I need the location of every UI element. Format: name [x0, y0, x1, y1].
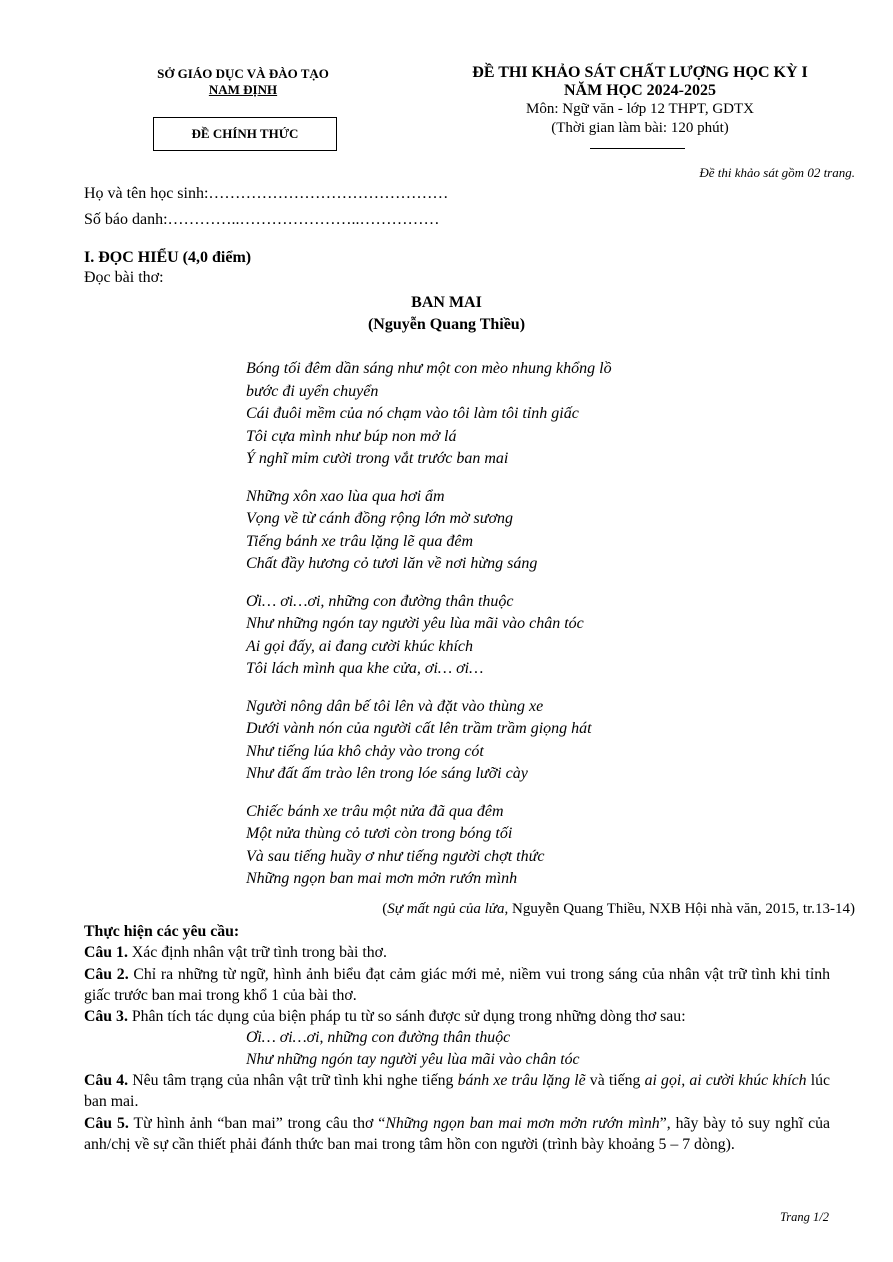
- poem-stanza: [246, 358, 612, 471]
- question-text: Chỉ ra những từ ngữ, hình ảnh biểu đạt cảm giác mới mẻ, niềm vui trong sáng của nhân vật trữ tình khi tỉnh giấc trước ban mai trong khổ 1 của bài thơ.: [84, 965, 831, 1004]
- official-label: ĐỀ CHÍNH THỨC: [191, 126, 299, 141]
- question-1: [84, 942, 830, 963]
- question-emphasis: Những ngọn ban mai mơn mởn rướn mình: [385, 1114, 660, 1132]
- poem-line: Một nửa thùng cỏ tươi còn trong bóng tối: [246, 825, 513, 842]
- question-text: lúc ban mai.: [84, 1072, 831, 1111]
- question-2: [84, 964, 830, 1007]
- question-text: Nêu tâm trạng của nhân vật trữ tình khi nghe tiếng: [128, 1072, 458, 1090]
- question-text: Phân tích tác dụng của biện pháp tu từ so sánh được sử dụng trong những dòng thơ sau:: [127, 1008, 686, 1026]
- source-details: , Nguyễn Quang Thiều, NXB Hội nhà văn, 2015, tr.13-14): [504, 901, 855, 917]
- poem-line: Ơi… ơi…ơi, những con đường thân thuộc: [246, 592, 514, 610]
- question-label: Câu 3.: [84, 1008, 128, 1026]
- question-4: [84, 1070, 830, 1113]
- question-emphasis: ai gọi, ai cười khúc khích: [644, 1072, 807, 1090]
- school-year: NĂM HỌC 2024-2025: [564, 82, 716, 99]
- question-5: [84, 1113, 830, 1156]
- official-stamp-box: [153, 117, 337, 151]
- poem-stanza: [246, 801, 612, 891]
- issuer-block: [118, 66, 368, 98]
- quoted-verse: Ơi… ơi…ơi, những con đường thân thuộc: [246, 1029, 511, 1047]
- poem-line: Vọng về từ cánh đồng rộng lớn mờ sương: [246, 510, 514, 527]
- department-name: SỞ GIÁO DỤC VÀ ĐÀO TẠO: [157, 66, 329, 81]
- poem-line: Những ngọn ban mai mơn mởn rướn mình: [246, 870, 518, 887]
- student-id-field: Số báo danh:…………..…………………..……………: [84, 211, 440, 228]
- quoted-verse: Như những ngón tay người yêu lùa mãi vào chân tóc: [246, 1050, 580, 1068]
- question-emphasis: bánh xe trâu lặng lẽ: [457, 1072, 586, 1090]
- poem-line: Cái đuôi mềm của nó chạm vào tôi làm tôi tỉnh giấc: [246, 405, 579, 422]
- question-text: ”, hãy bày tỏ suy nghĩ của anh/chị về sự cần thiết phải đánh thức ban mai trong tâm hồn con người (trình bày khoảng 5 – 7 dòng).: [84, 1114, 831, 1153]
- question-label: Câu 4.: [84, 1072, 129, 1090]
- poem-stanza: [246, 591, 612, 681]
- poem-line: Dưới vành nón của người cất lên trầm trầm giọng hát: [246, 720, 592, 737]
- poem-line: Ai gọi đấy, ai đang cười khúc khích: [246, 637, 473, 655]
- heading-underline: [590, 148, 685, 149]
- poem-source: (Sự mất ngủ của lửa, Nguyễn Quang Thiều, NXB Hội nhà văn, 2015, tr.13-14): [382, 901, 855, 917]
- poem-author: (Nguyễn Quang Thiều): [367, 316, 526, 333]
- subject-line: Môn: Ngữ văn - lớp 12 THPT, GDTX: [526, 101, 754, 117]
- question-label: Câu 2.: [84, 965, 129, 983]
- province-name: NAM ĐỊNH: [208, 82, 278, 97]
- poem-line: Ý nghĩ mỉm cười trong vắt trước ban mai: [246, 450, 509, 467]
- tasks-heading: Thực hiện các yêu cầu:: [84, 923, 240, 940]
- poem-stanza: [246, 486, 612, 576]
- poem-line: bước đi uyển chuyển: [246, 382, 379, 400]
- poem-line: Và sau tiếng huầy ơ như tiếng người chợt thức: [246, 847, 545, 865]
- poem-body: [246, 358, 612, 891]
- poem-line: Như những ngón tay người yêu lùa mãi vào chân tóc: [246, 615, 584, 632]
- question-label: Câu 1.: [84, 944, 128, 962]
- poem-line: Như đất ấm trào lên trong lóe sáng lưỡi cày: [246, 765, 528, 782]
- poem-title: BAN MAI: [411, 294, 482, 311]
- question-3: [84, 1006, 830, 1027]
- poem-line: Tiếng bánh xe trâu lặng lẽ qua đêm: [246, 532, 474, 550]
- poem-stanza: [246, 696, 612, 786]
- poem-line: Những xôn xao lùa qua hơi ẩm: [246, 487, 445, 505]
- poem-line: Chất đầy hương cỏ tươi lăn về nơi hừng sáng: [246, 555, 538, 572]
- section-intro: Đọc bài thơ:: [84, 269, 164, 286]
- page-number: Trang 1/2: [780, 1210, 829, 1224]
- duration-line: (Thời gian làm bài: 120 phút): [551, 120, 729, 136]
- poem-line: Tôi lách mình qua khe cửa, ơi… ơi…: [246, 660, 484, 677]
- exam-title: ĐỀ THI KHẢO SÁT CHẤT LƯỢNG HỌC KỲ I: [472, 64, 808, 81]
- question-text: Từ hình ảnh “ban mai” trong câu thơ “: [128, 1114, 386, 1132]
- question-text: và tiếng: [585, 1072, 645, 1090]
- poem-line: Tôi cựa mình như búp non mở lá: [246, 427, 457, 445]
- source-book-title: Sự mất ngủ của lửa: [387, 901, 505, 917]
- questions-block: [84, 921, 830, 1155]
- section-title: I. ĐỌC HIỂU (4,0 điểm): [84, 249, 252, 266]
- question-label: Câu 5.: [84, 1114, 129, 1132]
- page-count-note: Đề thi khảo sát gồm 02 trang.: [699, 165, 855, 180]
- poem-line: Như tiếng lúa khô chảy vào trong cót: [246, 742, 484, 760]
- question-text: Xác định nhân vật trữ tình trong bài thơ.: [127, 944, 387, 962]
- poem-line: Bóng tối đêm dần sáng như một con mèo nhung khổng lồ: [246, 360, 612, 377]
- poem-line: Chiếc bánh xe trâu một nửa đã qua đêm: [246, 802, 504, 820]
- student-name-field: Họ và tên học sinh:………………………………………: [84, 185, 449, 202]
- exam-heading: [420, 64, 860, 138]
- poem-line: Người nông dân bế tôi lên và đặt vào thùng xe: [246, 697, 544, 715]
